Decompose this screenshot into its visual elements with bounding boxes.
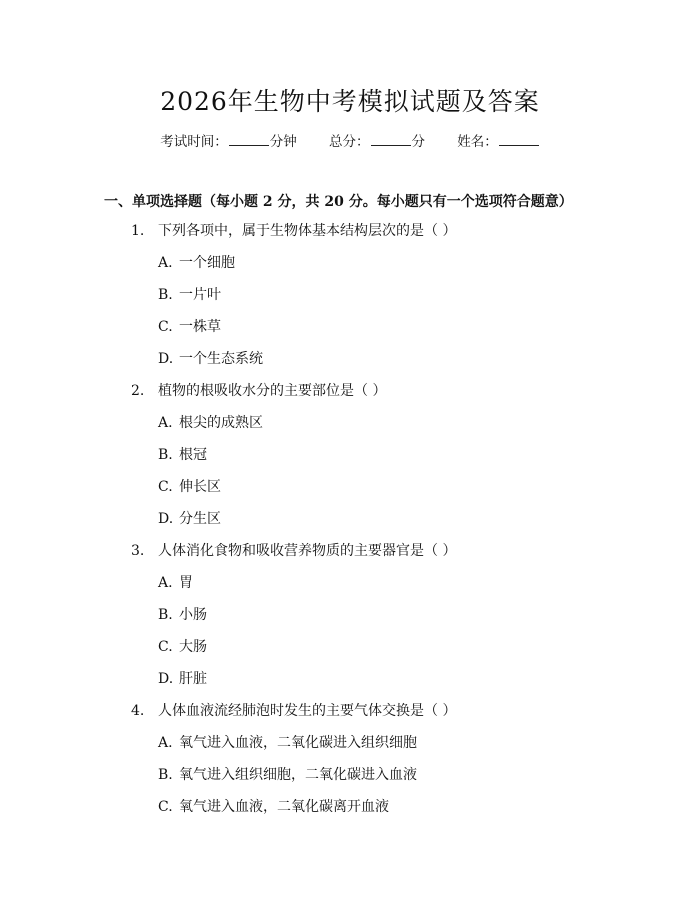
name-field bbox=[457, 130, 540, 150]
answer-option bbox=[0, 572, 700, 604]
question-item bbox=[0, 380, 700, 412]
option-text: 氧气进入组织细胞，二氧化碳进入血液 bbox=[179, 767, 417, 783]
question-number: 3. bbox=[131, 543, 145, 559]
question-text: 植物的根吸收水分的主要部位是（ ） bbox=[158, 383, 387, 399]
option-text: 氧气进入血液，二氧化碳进入组织细胞 bbox=[179, 735, 417, 751]
answer-option bbox=[0, 252, 700, 284]
option-letter: D. bbox=[158, 511, 174, 527]
option-text: 一个细胞 bbox=[179, 255, 235, 271]
question-item bbox=[0, 540, 700, 572]
section-heading: 一、单项选择题（每小题 2 分，共 20 分。每小题只有一个选项符合题意） bbox=[104, 194, 573, 210]
option-letter: B. bbox=[158, 447, 173, 463]
exam-time-unit: 分钟 bbox=[269, 134, 297, 150]
option-letter: B. bbox=[158, 607, 173, 623]
question-text: 下列各项中，属于生物体基本结构层次的是（ ） bbox=[158, 223, 457, 239]
answer-option bbox=[0, 732, 700, 764]
total-score-blank bbox=[371, 133, 411, 146]
answer-option bbox=[0, 668, 700, 700]
answer-option bbox=[0, 636, 700, 668]
option-letter: A. bbox=[158, 575, 173, 591]
question-number: 2. bbox=[131, 383, 145, 399]
option-text: 胃 bbox=[179, 575, 193, 591]
option-text: 大肠 bbox=[179, 639, 207, 655]
option-text: 一片叶 bbox=[179, 287, 221, 303]
answer-option bbox=[0, 284, 700, 316]
total-score-label: 总分： bbox=[329, 134, 370, 150]
answer-option bbox=[0, 796, 700, 828]
exam-time-label: 考试时间： bbox=[160, 134, 228, 150]
option-letter: A. bbox=[158, 735, 173, 751]
answer-option bbox=[0, 316, 700, 348]
answer-option bbox=[0, 476, 700, 508]
option-text: 根冠 bbox=[179, 447, 207, 463]
option-letter: B. bbox=[158, 287, 173, 303]
question-number: 4. bbox=[131, 703, 145, 719]
option-text: 一株草 bbox=[179, 319, 221, 335]
option-text: 伸长区 bbox=[179, 479, 221, 495]
answer-option bbox=[0, 764, 700, 796]
option-letter: C. bbox=[158, 639, 173, 655]
total-score-field bbox=[329, 130, 425, 150]
option-letter: C. bbox=[158, 799, 173, 815]
option-text: 氧气进入血液，二氧化碳离开血液 bbox=[179, 799, 389, 815]
name-label: 姓名： bbox=[457, 134, 498, 150]
question-text: 人体消化食物和吸收营养物质的主要器官是（ ） bbox=[158, 543, 457, 559]
question-item bbox=[0, 700, 700, 732]
option-letter: D. bbox=[158, 351, 174, 367]
answer-option bbox=[0, 508, 700, 540]
question-list bbox=[0, 220, 700, 828]
question-text: 人体血液流经肺泡时发生的主要气体交换是（ ） bbox=[158, 703, 457, 719]
option-letter: C. bbox=[158, 479, 173, 495]
option-letter: C. bbox=[158, 319, 173, 335]
page-title: 2026年生物中考模拟试题及答案 bbox=[160, 87, 540, 116]
option-text: 一个生态系统 bbox=[179, 351, 263, 367]
name-blank bbox=[499, 133, 539, 146]
question-item bbox=[0, 220, 700, 252]
option-text: 肝脏 bbox=[179, 671, 207, 687]
answer-option bbox=[0, 444, 700, 476]
option-text: 分生区 bbox=[179, 511, 221, 527]
answer-option bbox=[0, 604, 700, 636]
exam-time-field bbox=[160, 130, 297, 150]
exam-time-blank bbox=[229, 133, 269, 146]
question-number: 1. bbox=[131, 223, 145, 239]
exam-info-line bbox=[0, 130, 700, 150]
total-score-unit: 分 bbox=[411, 134, 425, 150]
answer-option bbox=[0, 412, 700, 444]
option-letter: B. bbox=[158, 767, 173, 783]
option-letter: D. bbox=[158, 671, 174, 687]
option-text: 小肠 bbox=[179, 607, 207, 623]
option-letter: A. bbox=[158, 255, 173, 271]
option-text: 根尖的成熟区 bbox=[179, 415, 263, 431]
option-letter: A. bbox=[158, 415, 173, 431]
answer-option bbox=[0, 348, 700, 380]
